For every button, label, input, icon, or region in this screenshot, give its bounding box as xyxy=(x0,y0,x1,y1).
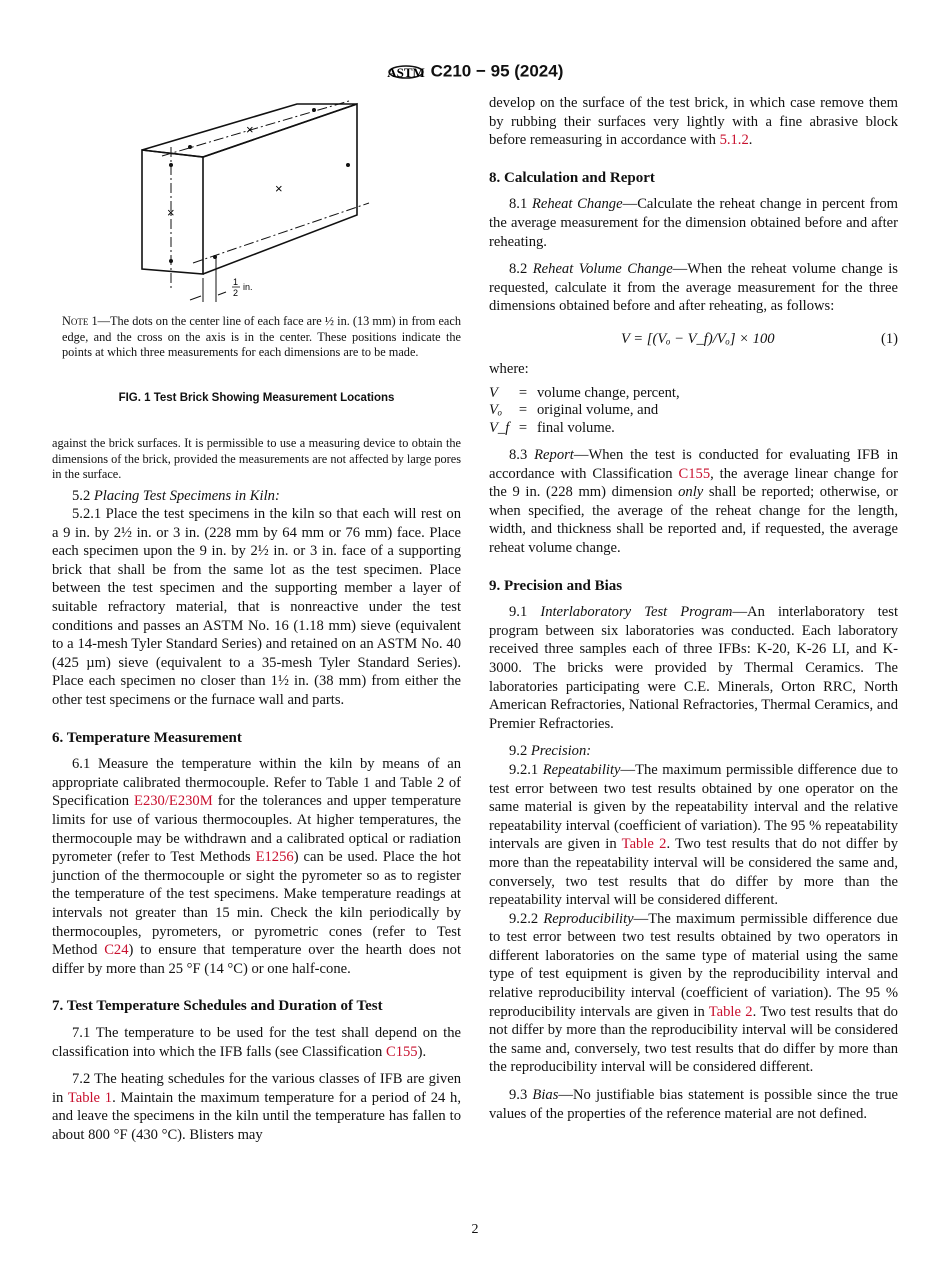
note-text: —The dots on the center line of each face are ½ in. (13 mm) in from each edge, and the cross on the axis is in the center. These positions indicate the points at which three measurements for each dimensions are to be made. xyxy=(62,314,461,359)
text-run: 7.1 The temperature to be used for the test shall depend on the classification into which the IFB falls (see Classification xyxy=(52,1024,461,1060)
text-run: 9.2.1 xyxy=(509,761,543,778)
text-run: —An interlaboratory test program between six laboratories was conducted. Each laboratory received three samples each of three IFBs: K-20, K-26 LI, and K-3000. The bricks were provided by Thermal Ceramics. The laboratories participating were C.E. Minerals, Orton RRC, North American Refractories, National Refractories, Thermal Ceramics, and Premier Refractories. xyxy=(489,604,899,732)
def-symbol: Vₒ xyxy=(489,402,503,419)
text-run: . Two test results that do not differ by more than the reproducibility interval will be considered the same and, conversely, two test results that do differ by more than the reproducibility interval will be considered different. xyxy=(489,1003,898,1076)
equation-formula: V = [(Vₒ − V_f)/Vₒ] × 100 xyxy=(621,330,775,347)
reference-link[interactable]: Table 2 xyxy=(708,1003,753,1020)
text-run: 9.3 xyxy=(509,1087,533,1104)
def-text: original volume, and xyxy=(537,402,659,419)
right-bottom-section xyxy=(489,446,898,1123)
svg-text:ASTM: ASTM xyxy=(386,65,425,80)
def-equals: = xyxy=(518,419,528,436)
text-run: . xyxy=(748,132,753,149)
right-column xyxy=(489,94,898,1123)
right-top-section xyxy=(489,94,898,316)
svg-text:×: × xyxy=(167,205,175,220)
text-run: Bias xyxy=(532,1087,559,1104)
paragraph xyxy=(489,910,898,1077)
text-run: . Maintain the maximum temperature for a period of 24 h, and leave the specimens in the kiln until the temperature has fallen to about 800 °F (430 °C). Blisters may xyxy=(52,1089,461,1143)
section-heading: 7. Test Temperature Schedules and Duration of Test xyxy=(52,998,383,1015)
reference-link[interactable]: Table 2 xyxy=(621,836,667,853)
text-run: —When the reheat volume change is requested, calculate it from the average measurement for the three dimensions obtained before and after reheating, as follows: xyxy=(489,261,898,315)
paragraph xyxy=(52,487,461,506)
document-title: C210 − 95 (2024) xyxy=(430,61,564,81)
test-brick-figure xyxy=(130,95,370,310)
reference-link[interactable]: C155 xyxy=(385,1043,418,1060)
paragraph xyxy=(52,1070,461,1144)
page-header xyxy=(0,58,950,86)
dim-label-num: 1 xyxy=(233,277,239,287)
paragraph xyxy=(52,1024,461,1061)
reference-link[interactable]: C155 xyxy=(678,465,711,482)
def-equals: = xyxy=(518,384,528,401)
svg-text:×: × xyxy=(275,181,283,196)
text-run: for the tolerances and upper temperature limits for use of various thermocouples. At higher temperatures, the thermocouple may be withdrawn and a calibrated optical or radiation pyrometer (refer to Test Methods xyxy=(52,793,461,866)
text-run: ). xyxy=(417,1043,427,1060)
paragraph xyxy=(489,260,898,316)
definition-row xyxy=(489,402,898,420)
paragraph xyxy=(489,446,898,558)
text-run: Placing Test Specimens in Kiln: xyxy=(93,487,280,504)
text-run: Reheat Volume Change xyxy=(532,261,673,278)
paragraph xyxy=(52,755,461,978)
text-run: —No justifiable bias statement is possible since the true values of the properties of the reference material are not defined. xyxy=(489,1087,899,1122)
text-run: only xyxy=(678,484,704,501)
text-run: —The maximum permissible difference due to test error between two test results obtained by one operator on the same material is given by the repeatability interval and the relative repeatability interval (coefficient of variation). The 95 % repeatability intervals are given in xyxy=(489,761,898,853)
text-run: —When the test is conducted for evaluating IFB in accordance with Classification xyxy=(489,447,898,482)
paragraph xyxy=(489,603,898,733)
reference-link[interactable]: C24 xyxy=(104,942,129,959)
text-run: 5.2 xyxy=(72,487,94,504)
equation xyxy=(489,330,898,350)
text-run: 9.2 xyxy=(509,743,531,760)
section-heading: 9. Precision and Bias xyxy=(489,577,623,594)
text-run: Precision: xyxy=(530,743,592,760)
text-run: 6.1 Measure the temperature within the kiln by means of an appropriate calibrated thermocouple. Refer to Table 1 and Table 2 of Specification xyxy=(52,756,461,810)
paragraph xyxy=(489,195,898,251)
text-run: —Calculate the reheat change in percent from the average measurement for the dimension obtained before and after reheating. xyxy=(489,196,899,250)
equation-definitions xyxy=(489,385,898,438)
text-run: 5.2.1 Place the test specimens in the kiln so that each will rest on a 9 in. by 2½ in. or 3 in. (228 mm by 64 mm or 76 mm) face. Place each specimen upon the 9 in. by 2½ in. or 3 in. face of a supporting brick that shall be from the same lot as the test specimen. Place between the test specimen and the supporting member a layer of suitable refractory material, that is nonreactive under the test conditions and passes an ASTM No. 16 (1.18 mm) sieve (equivalent to a 14-mesh Tyler Standard Series) and retained on an ASTM No. 40 (425 µm) sieve (equivalent to a 35-mesh Tyler Standard Series). Place each specimen no closer than 1½ in. (38 mm) from either the other test specimens or the furnace wall and parts. xyxy=(52,506,461,709)
text-run: shall be reported; otherwise, or when specified, the average of the reheat change for the length, width, and thickness shall be reported and, if requested, the average reheat volume change. xyxy=(489,484,898,556)
def-symbol: V_f xyxy=(489,419,510,436)
def-text: final volume. xyxy=(537,419,615,436)
reference-link[interactable]: E1256 xyxy=(255,849,294,866)
text-run: Report xyxy=(534,447,574,464)
reference-link[interactable]: 5.1.2 xyxy=(719,132,749,149)
text-run: 7.2 The heating schedules for the various classes of IFB are given in xyxy=(52,1071,461,1106)
text-run: Repeatability xyxy=(542,761,621,778)
astm-logo-icon xyxy=(387,58,425,86)
reference-link[interactable]: E230/E230M xyxy=(134,793,213,810)
note-label: Note 1 xyxy=(62,314,98,328)
section-heading: 6. Temperature Measurement xyxy=(52,729,242,746)
def-text: volume change, percent, xyxy=(537,384,680,401)
page-number: 2 xyxy=(471,1222,479,1237)
paragraph xyxy=(52,505,461,710)
text-run: 9.1 xyxy=(509,604,541,621)
paragraph xyxy=(489,94,898,150)
text-run: ) can be used. Place the hot junction of the thermocouple or sight the pyrometer so as to register the temperature of the test specimens. Make temperature readings at intervals not greater than 15 min. Check the kiln periodically by thermocouples, pyrometers, or pyrometric cones (refer to Test Method xyxy=(52,849,461,959)
figure-caption: FIG. 1 Test Brick Showing Measurement Locations xyxy=(118,392,395,404)
where-label: where: xyxy=(489,360,529,377)
figure-note xyxy=(62,314,461,361)
paragraph xyxy=(489,742,898,761)
text-run: Reheat Change xyxy=(531,196,623,213)
left-column xyxy=(52,436,461,1145)
def-symbol: V xyxy=(489,384,498,401)
paragraph xyxy=(52,436,461,483)
definition-row xyxy=(489,385,898,403)
definition-row xyxy=(489,420,898,438)
text-run: Interlaboratory Test Program xyxy=(540,604,733,621)
text-run: , the average linear change for the 9 in. (228 mm) dimension xyxy=(489,465,898,501)
paragraph xyxy=(489,761,898,910)
section-heading: 8. Calculation and Report xyxy=(489,169,655,186)
equation-number: (1) xyxy=(880,330,898,347)
text-run: . Two test results that do not differ by more than the repeatability interval will be considered the same and, conversely, two test results that do differ by more than the repeatability interval will be considered different. xyxy=(489,836,898,909)
text-run: 8.2 xyxy=(509,261,533,278)
svg-text:×: × xyxy=(246,122,254,137)
text-run: ) to ensure that temperature over the hearth does not differ by more than 25 °F (14 °C) or one half-cone. xyxy=(52,942,461,977)
text-run: —The maximum permissible difference due to test error between two test results obtained by two operators in different laboratories on the same type of material using the same type of test equipment is given by the reproducibility interval and relative reproducibility interval (coefficient of variation). The 95 % reproducibility intervals are given in xyxy=(489,910,898,1020)
reference-link[interactable]: Table 1 xyxy=(67,1089,113,1106)
def-equals: = xyxy=(518,402,528,419)
text-run: against the brick surfaces. It is permissible to use a measuring device to obtain the dimensions of the brick, provided the measurements are not affected by large pores in the surface. xyxy=(52,436,461,481)
text-run: 8.3 xyxy=(509,447,535,464)
dim-label-unit: in. xyxy=(243,282,253,292)
text-run: develop on the surface of the test brick, in which case remove them by rubbing their surfaces very lightly with a fine abrasive block before remeasuring in accordance with xyxy=(489,95,898,149)
text-run: Reproducibility xyxy=(543,910,634,927)
text-run: 9.2.2 xyxy=(509,910,544,927)
dim-label-den: 2 xyxy=(233,288,239,298)
paragraph xyxy=(489,1086,898,1123)
text-run: 8.1 xyxy=(509,196,532,213)
